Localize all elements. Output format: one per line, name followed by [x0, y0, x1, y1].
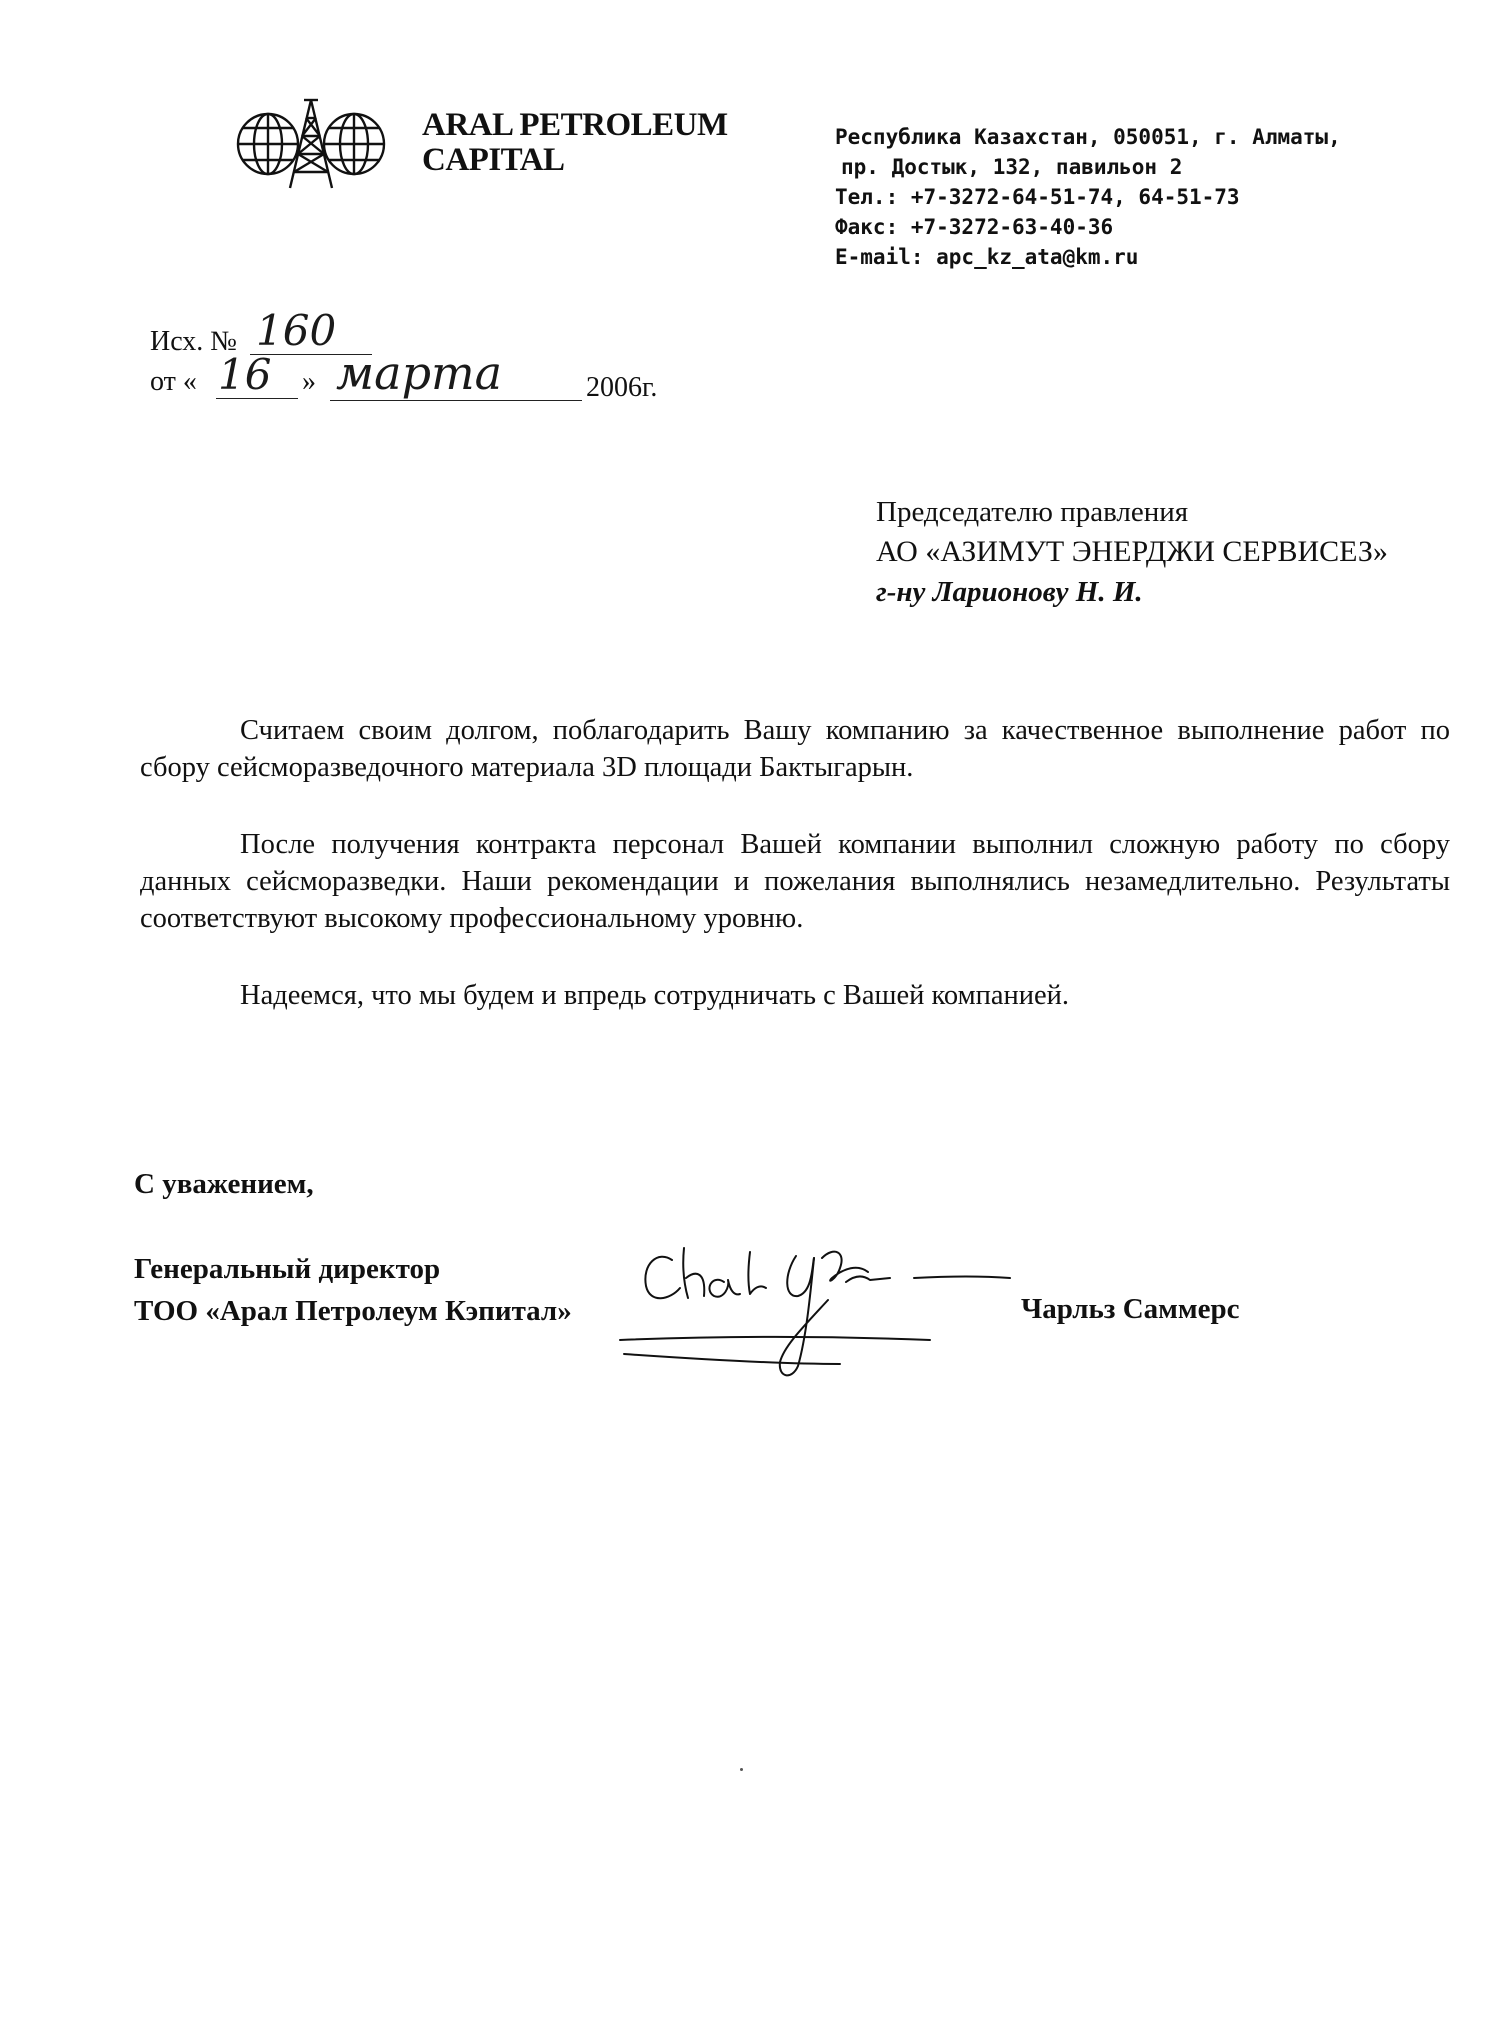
date-day: 16 [218, 350, 272, 399]
signer-title [134, 1248, 572, 1332]
date-day-underline [216, 398, 298, 399]
outgoing-number-value: 160 [256, 306, 337, 355]
signer-title-line1: Генеральный директор [134, 1253, 441, 1285]
company-address [835, 122, 1341, 272]
addressee-organization: АО «АЗИМУТ ЭНЕРДЖИ СЕРВИСЕЗ» [876, 535, 1388, 568]
date-month: марта [336, 346, 503, 400]
date-close-quote: » [302, 366, 316, 397]
address-line-fax: Факс: +7-3272-63-40-36 [835, 215, 1114, 239]
signer-name: Чарльз Саммерс [1021, 1293, 1240, 1325]
letter-body [140, 712, 1450, 1054]
addressee-block [876, 492, 1388, 612]
addressee-name: г-ну Ларионову Н. И. [876, 576, 1143, 608]
date-year: 2006г. [586, 372, 658, 403]
date-month-underline [330, 400, 582, 401]
signer-title-line2: ТОО «Арал Петролеум Кэпитал» [134, 1295, 572, 1327]
address-line-email: E-mail: apc_kz_ata@km.ru [835, 245, 1139, 269]
company-name [422, 108, 728, 178]
body-paragraph: Считаем своим долгом, поблагодарить Вашу компанию за качественное выполнение работ по сбору сейсморазведочного материала 3D площади Бактыгарын. [140, 715, 1450, 783]
outgoing-number-label: Исх. № [150, 326, 237, 357]
company-name-line2: CAPITAL [422, 142, 565, 178]
date-prefix: от « [150, 366, 197, 397]
addressee-position: Председателю правления [876, 496, 1189, 528]
address-line-street: пр. Достык, 132, павильон 2 [841, 155, 1183, 179]
closing-regards: С уважением, [134, 1168, 314, 1200]
scan-speck [740, 1768, 743, 1771]
body-paragraph: Надеемся, что мы будем и впредь сотрудничать с Вашей компанией. [240, 980, 1070, 1011]
body-paragraph: После получения контракта персонал Вашей компании выполнил сложную работу по сбору данных сейсморазведки. Наши рекомендации и пожелания выполнялись незамедлительно. Результаты соответствуют высокому профессиональному уровню. [140, 829, 1450, 934]
company-logo-icon [236, 98, 386, 190]
company-name-line1: ARAL PETROLEUM [422, 107, 728, 143]
address-line-phone: Тел.: +7-3272-64-51-74, 64-51-73 [835, 185, 1240, 209]
address-line-country: Республика Казахстан, 050051, г. Алматы, [835, 125, 1341, 149]
handwritten-signature-icon [600, 1238, 1020, 1390]
